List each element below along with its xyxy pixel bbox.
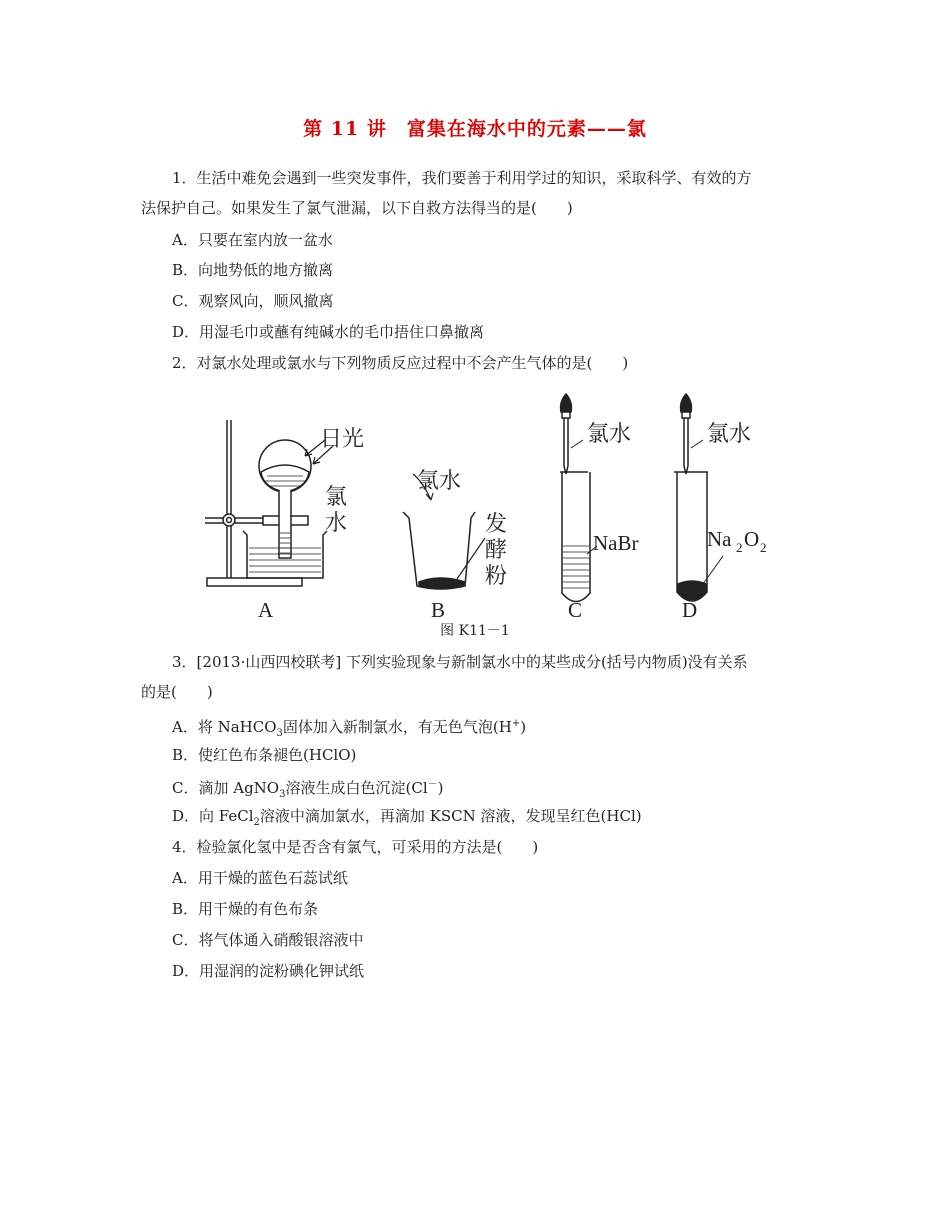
question-4-option-b: B．用干燥的有色布条 (172, 900, 319, 918)
question-1-line-1: 1．生活中难免会遇到一些突发事件，我们要善于利用学过的知识，采取科学、有效的方 (172, 169, 752, 187)
label-yeast-3: 粉 (485, 564, 508, 589)
label-chlorine-water-d: 氯水 (707, 422, 752, 447)
apparatus-a (205, 420, 333, 586)
question-4-stem: 4．检验氯化氢中是否含有氯气，可采用的方法是( ) (172, 838, 539, 856)
question-1-option-d: D．用湿毛巾或蘸有纯碱水的毛巾捂住口鼻撤离 (172, 323, 485, 341)
question-4-option-c: C．将气体通入硝酸银溶液中 (172, 931, 364, 949)
question-3-option-d: D．向 FeCl$_2$溶液中滴加氯水，再滴加 KSCN 溶液，发现呈红色(HCl) (172, 807, 642, 828)
question-1 (141, 163, 821, 223)
label-chlorine-water-a-2: 水 (325, 511, 348, 536)
question-3-line-2: 的是( ) (141, 683, 213, 701)
label-chlorine-water-a-1: 氯 (325, 485, 348, 510)
svg-text:Na: Na (707, 527, 732, 551)
question-1-line-2: 法保护自己。如果发生了氯气泄漏，以下自救方法得当的是( ) (141, 199, 573, 217)
question-3-line-1: 3．[2013·山西四校联考] 下列实验现象与新制氯水中的某些成分(括号内物质)没有关系 (172, 653, 748, 671)
question-3-option-b: B．使红色布条褪色(HClO) (172, 746, 357, 764)
label-b: B (431, 598, 446, 622)
label-d: D (682, 598, 698, 622)
label-yeast-1: 发 (485, 512, 508, 537)
svg-text:O: O (744, 527, 760, 551)
question-4-option-d: D．用湿润的淀粉碘化钾试纸 (172, 962, 365, 980)
question-2-stem: 2．对氯水处理或氯水与下列物质反应过程中不会产生气体的是( ) (172, 354, 629, 372)
label-sunlight: 日光 (320, 427, 365, 452)
question-3-option-a: A．将 NaHCO$_3$固体加入新制氯水，有无色气泡(H+) (172, 718, 527, 739)
label-nabr: NaBr (593, 531, 639, 555)
figure-caption: 图 K11－1 (440, 623, 510, 639)
question-3-option-c: C．滴加 AgNO$_3$溶液生成白色沉淀(Cl－) (172, 779, 444, 800)
question-3 (141, 647, 821, 707)
question-4-option-a: A．用干燥的蓝色石蕊试纸 (172, 869, 348, 887)
experiment-figure (195, 388, 785, 623)
label-a: A (258, 598, 274, 622)
label-chlorine-water-b: 氯水 (417, 469, 462, 494)
svg-text:2: 2 (760, 540, 767, 555)
page-title: 第 11 讲 富集在海水中的元素——氯 (303, 118, 647, 140)
label-na2o2 (707, 527, 767, 555)
label-yeast-2: 酵 (485, 538, 508, 563)
label-c: C (568, 598, 583, 622)
question-1-option-c: C．观察风向，顺风撤离 (172, 292, 334, 310)
question-1-option-b: B．向地势低的地方撤离 (172, 261, 334, 279)
question-1-option-a: A．只要在室内放一盆水 (172, 231, 333, 249)
label-chlorine-water-c: 氯水 (587, 422, 632, 447)
svg-text:2: 2 (736, 540, 743, 555)
